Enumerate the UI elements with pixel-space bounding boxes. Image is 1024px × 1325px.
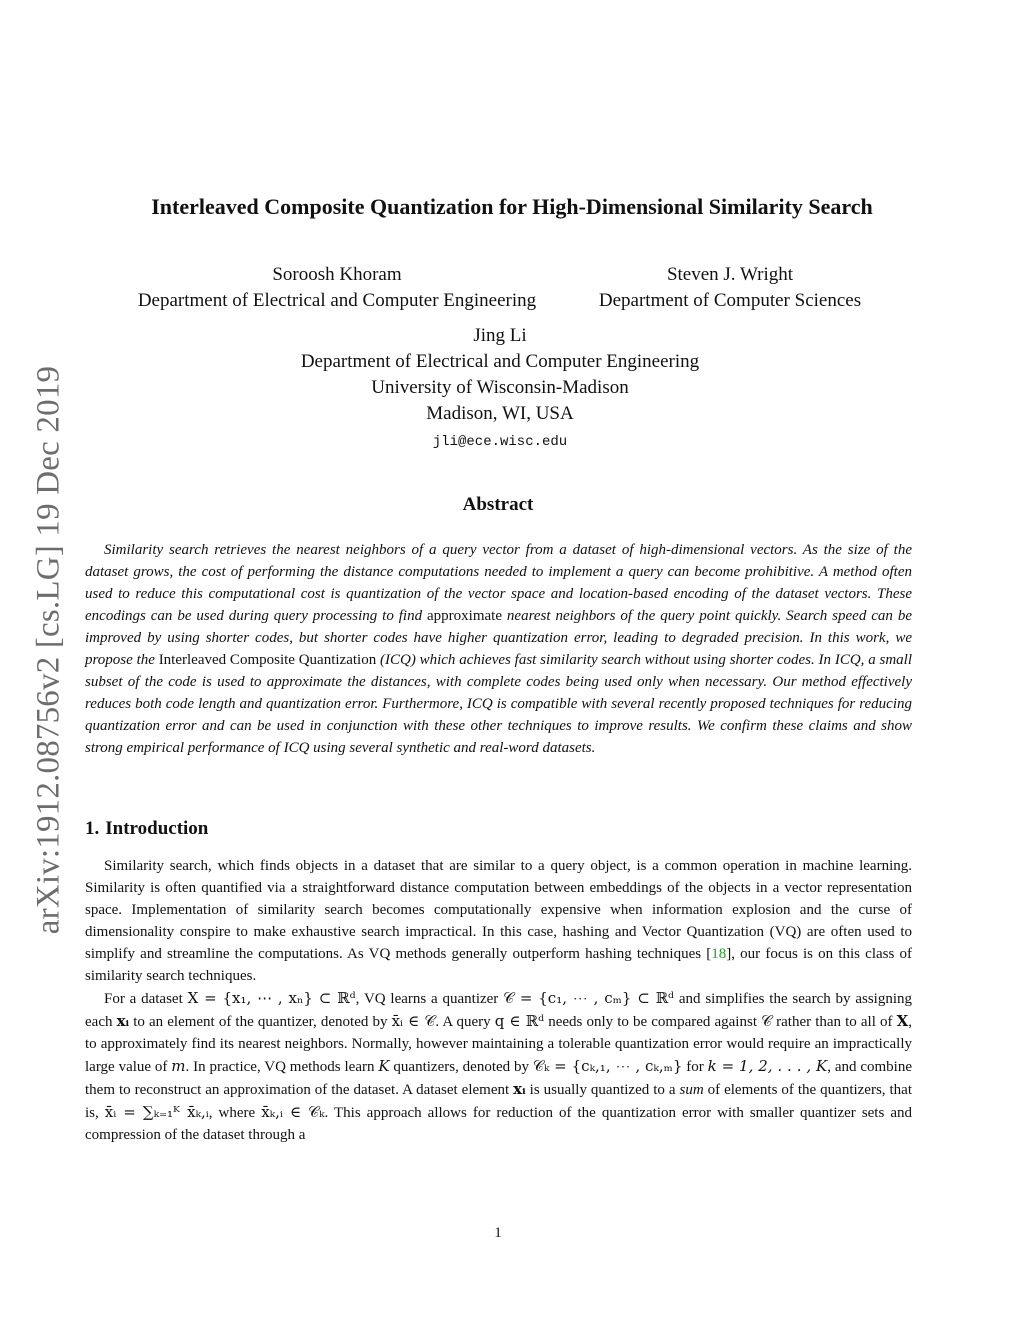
author-affiliation: Department of Computer Sciences	[598, 290, 862, 311]
math-xki: x̄ₖ,ᵢ ∈ 𝒞ₖ	[261, 1103, 325, 1121]
text: , where	[208, 1105, 262, 1121]
section-title: Introduction	[105, 818, 209, 839]
math-range: k = 1, 2, . . . , K	[707, 1057, 828, 1075]
math-dataset: X = {x₁, ⋯ , xₙ} ⊂ ℝᵈ	[187, 989, 356, 1007]
text: For a dataset	[104, 991, 188, 1007]
math-m: m	[171, 1057, 186, 1075]
author-university: University of Wisconsin-Madison	[371, 377, 629, 398]
section-heading-introduction	[85, 818, 208, 840]
intro-paragraph-2	[85, 987, 912, 1146]
author-affiliation: Department of Electrical and Computer Engineering	[300, 351, 700, 372]
arxiv-identifier: arXiv:1912.08756v2 [cs.LG] 19 Dec 2019	[30, 365, 67, 935]
text: and simplifies the search by assigning each	[85, 991, 912, 1030]
section-number: 1.	[85, 818, 100, 839]
paragraph-text: Similarity search, which finds objects in a dataset that are similar to a query object, is a common operation in machine learning. Similarity is often quantified via a straightforward distance computation between embeddings of the objects in a vector representation space. Implementation of similarity search becomes computationally expensive when information explosion and the curse of dimensionality conspire to make exhaustive search impractical. In this case, hashing and Vector Quantization (VQ) are often used to simplify and streamline the computations. As VQ methods generally outperform hashing techniques [	[85, 858, 912, 962]
math-x: X	[896, 1012, 909, 1030]
math-xi: xᵢ	[116, 1012, 130, 1030]
author-block-3	[200, 323, 800, 457]
text: needs only to be compared against	[544, 1014, 762, 1030]
text: to an element of the quantizer, denoted by	[129, 1014, 392, 1030]
arxiv-sidebar	[28, 355, 70, 945]
text: . A query	[435, 1014, 495, 1030]
abstract-emphasis: approximate	[427, 608, 502, 624]
author-name: Soroosh Khoram	[272, 264, 402, 285]
math-ck: 𝒞ₖ = {cₖ,₁, ⋯ , cₖ,ₘ}	[532, 1057, 683, 1075]
text: of elements of the quantizers, that is,	[85, 1082, 913, 1121]
text: , and combine them to reconstruct an approximation of the dataset. A dataset element	[85, 1059, 912, 1098]
math-xbar: x̄ᵢ ∈ 𝒞	[391, 1012, 436, 1030]
text: rather than to all of	[772, 1014, 897, 1030]
author-name: Jing Li	[473, 325, 527, 346]
math-sum: x̄ᵢ = ∑ₖ₌₁ᴷ x̄ₖ,ᵢ	[104, 1103, 209, 1121]
text: quantizers, denoted by	[389, 1059, 533, 1075]
author-block-1	[110, 262, 564, 314]
author-name: Steven J. Wright	[666, 264, 794, 285]
abstract-part: Similarity search retrieves the nearest neighbors of a query vector from a dataset of high-dimensional vectors. As the size of the dataset grows, the cost of performing the distance computations needed to implement a query can become prohibitive. A method often used to reduce this computational cost is quantization of the vector space and location-based encoding of the dataset vectors. These encodings can be used during query processing to find	[85, 542, 912, 624]
math-query: q ∈ ℝᵈ	[494, 1012, 545, 1030]
abstract-part: nearest neighbors of the query point quickly. Search speed can be improved by using shorter codes, but shorter codes have higher quantization error, leading to degraded precision. In this work, we propose the	[85, 608, 912, 668]
emphasis-sum: sum	[679, 1082, 704, 1098]
math-c: 𝒞	[761, 1012, 773, 1030]
math-k: K	[378, 1057, 390, 1075]
abstract-heading: Abstract	[462, 494, 534, 515]
paper-title: Interleaved Composite Quantization for High-Dimensional Similarity Search	[151, 194, 873, 219]
author-affiliation: Department of Electrical and Computer Engineering	[137, 290, 537, 311]
math-xi: xᵢ	[513, 1080, 526, 1098]
abstract-method-name: Interleaved Composite Quantization	[158, 652, 377, 668]
page-number: 1	[494, 1225, 502, 1241]
abstract-text	[85, 539, 912, 759]
author-location: Madison, WI, USA	[426, 403, 574, 424]
author-block-2	[580, 262, 880, 314]
text: , VQ learns a quantizer	[355, 991, 504, 1007]
citation-link[interactable]: 18	[711, 946, 727, 962]
author-email: jli@ece.wisc.edu	[432, 434, 568, 450]
math-quantizer: 𝒞 = {c₁, ⋯ , cₘ} ⊂ ℝᵈ	[503, 989, 675, 1007]
text: is usually quantized to a	[525, 1082, 680, 1098]
paragraph-text: ], our focus is on this class of similarity search techniques.	[85, 946, 913, 984]
text: . In practice, VQ methods learn	[185, 1059, 379, 1075]
text: . This approach allows for reduction of the quantization error with smaller quantizer sets and compression of the dataset through a	[85, 1105, 912, 1143]
intro-paragraph-1	[85, 855, 912, 987]
abstract-part: (ICQ) which achieves fast similarity search without using shorter codes. In ICQ, a small subset of the code is used to approximate the distances, with complete codes being used only when necessary. Our method effectively reduces both code length and quantization error. Furthermore, ICQ is compatible with several recently proposed techniques for reducing quantization error and can be used in conjunction with these other techniques to improve results. We confirm these claims and show strong empirical performance of ICQ using several synthetic and real-word datasets.	[85, 652, 912, 756]
text: for	[682, 1059, 708, 1075]
text: , to approximately find its nearest neighbors. Normally, however maintaining a tolerable quantization error would require an impractically large value of	[85, 1014, 912, 1075]
